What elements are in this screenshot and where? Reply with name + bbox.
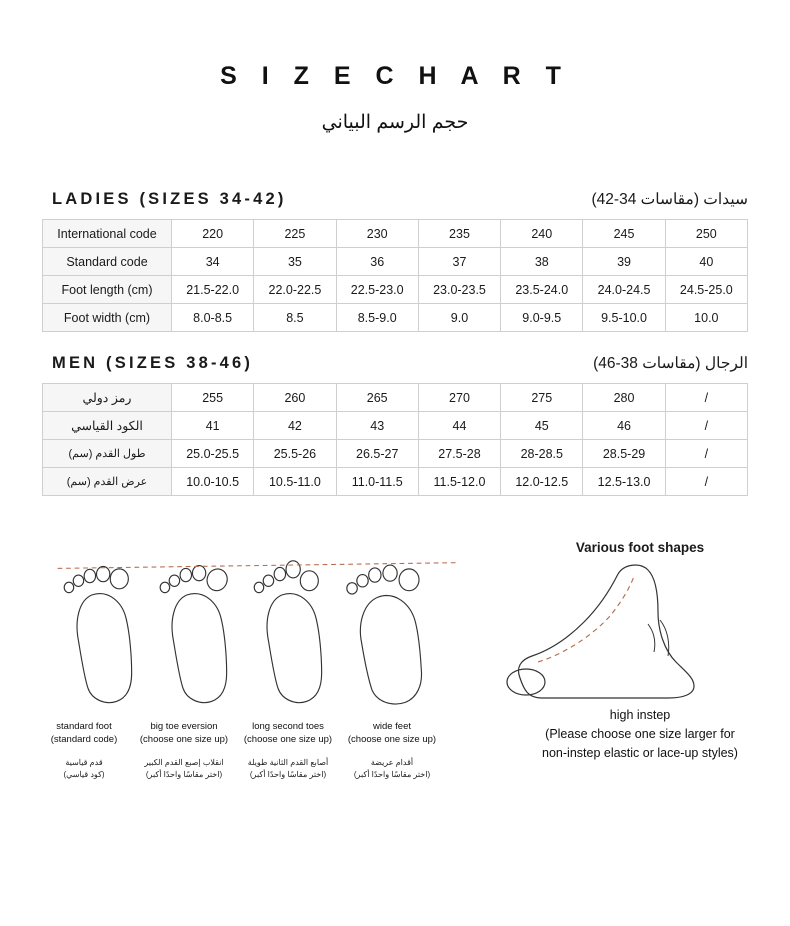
cell: 28.5-29 bbox=[583, 440, 665, 468]
cell: 245 bbox=[583, 220, 665, 248]
foot-shape-diagrams bbox=[0, 538, 790, 838]
foot-caption-line1: big toe eversion bbox=[150, 721, 218, 732]
cell: 11.0-11.5 bbox=[336, 468, 418, 496]
foot-caption-ar-line2: (كود قياسي) bbox=[63, 770, 105, 779]
cell: 24.5-25.0 bbox=[665, 276, 747, 304]
foot-outline-standard bbox=[64, 567, 131, 703]
cell: 22.5-23.0 bbox=[336, 276, 418, 304]
row-label: طول القدم (سم) bbox=[43, 440, 172, 468]
page-title: S I Z E C H A R T bbox=[220, 62, 570, 90]
cell: 240 bbox=[501, 220, 583, 248]
table-row bbox=[43, 412, 748, 440]
cell: 25.5-26 bbox=[254, 440, 336, 468]
foot-caption-wide-feet bbox=[332, 720, 452, 781]
cell: 8.0-8.5 bbox=[172, 304, 254, 332]
cell: / bbox=[665, 440, 747, 468]
ladies-heading-en: LADIES (SIZES 34-42) bbox=[52, 190, 287, 208]
size-chart-page bbox=[0, 62, 790, 926]
cell: / bbox=[665, 468, 747, 496]
men-heading-ar: الرجال (مقاسات 38-46) bbox=[593, 355, 748, 372]
cell: 9.5-10.0 bbox=[583, 304, 665, 332]
cell: 26.5-27 bbox=[336, 440, 418, 468]
cell: 43 bbox=[336, 412, 418, 440]
foot-caption-ar-line1: أقدام عريضة bbox=[370, 758, 414, 767]
cell: 275 bbox=[501, 384, 583, 412]
cell: 260 bbox=[254, 384, 336, 412]
cell: 28-28.5 bbox=[501, 440, 583, 468]
cell: 235 bbox=[418, 220, 500, 248]
cell: 23.0-23.5 bbox=[418, 276, 500, 304]
toe-alignment-dashed-line bbox=[58, 563, 457, 569]
cell: 40 bbox=[665, 248, 747, 276]
foot-caption-line2: (choose one size up) bbox=[243, 734, 333, 745]
foot-caption-ar-line1: أصابع القدم الثانية طويلة bbox=[247, 758, 329, 767]
foot-caption-big-toe-eversion bbox=[124, 720, 244, 781]
cell: 220 bbox=[172, 220, 254, 248]
table-row bbox=[43, 468, 748, 496]
various-foot-shapes-title: Various foot shapes bbox=[575, 540, 705, 555]
instep-dashed-line bbox=[538, 576, 634, 662]
foot-caption-long-second-toe bbox=[228, 720, 348, 781]
cell: 41 bbox=[172, 412, 254, 440]
row-label: Foot width (cm) bbox=[43, 304, 172, 332]
high-instep-note-line1: (Please choose one size larger for bbox=[545, 727, 735, 741]
cell: 9.0-9.5 bbox=[501, 304, 583, 332]
cell: 35 bbox=[254, 248, 336, 276]
page-subtitle-arabic: حجم الرسم البياني bbox=[321, 112, 469, 133]
row-label: رمز دولي bbox=[43, 384, 172, 412]
foot-caption-line2: (choose one size up) bbox=[347, 734, 437, 745]
foot-outline-big-toe-eversion bbox=[160, 566, 230, 703]
cell: 12.0-12.5 bbox=[501, 468, 583, 496]
foot-caption-ar-line1: انقلاب إصبع القدم الكبير bbox=[144, 758, 224, 767]
foot-outlines-svg bbox=[48, 538, 468, 728]
cell: 12.5-13.0 bbox=[583, 468, 665, 496]
cell: 11.5-12.0 bbox=[418, 468, 500, 496]
foot-caption-line1: standard foot bbox=[56, 721, 112, 732]
foot-caption-ar-line2: (اختر مقاسًا واحدًا أكبر) bbox=[145, 770, 223, 779]
men-heading-en: MEN (SIZES 38-46) bbox=[52, 354, 254, 372]
ladies-section-heading bbox=[0, 190, 790, 209]
cell: 10.0 bbox=[665, 304, 747, 332]
men-size-table bbox=[42, 383, 748, 496]
ladies-size-table bbox=[42, 219, 748, 332]
row-label: Standard code bbox=[43, 248, 172, 276]
cell: 37 bbox=[418, 248, 500, 276]
cell: 25.0-25.5 bbox=[172, 440, 254, 468]
cell: 42 bbox=[254, 412, 336, 440]
foot-outline-wide bbox=[347, 565, 422, 704]
row-label: عرض القدم (سم) bbox=[43, 468, 172, 496]
cell: 34 bbox=[172, 248, 254, 276]
foot-caption-line1: long second toes bbox=[252, 721, 324, 732]
cell: 24.0-24.5 bbox=[583, 276, 665, 304]
table-row bbox=[43, 440, 748, 468]
cell: 8.5 bbox=[254, 304, 336, 332]
cell: 27.5-28 bbox=[418, 440, 500, 468]
cell: 38 bbox=[501, 248, 583, 276]
foot-caption-line2: (choose one size up) bbox=[139, 734, 229, 745]
cell: 36 bbox=[336, 248, 418, 276]
cell: 39 bbox=[583, 248, 665, 276]
row-label: International code bbox=[43, 220, 172, 248]
cell: 21.5-22.0 bbox=[172, 276, 254, 304]
cell: 45 bbox=[501, 412, 583, 440]
cell: 270 bbox=[418, 384, 500, 412]
foot-caption-ar-line2: (اختر مقاسًا واحدًا أكبر) bbox=[249, 770, 327, 779]
high-instep-caption bbox=[490, 706, 790, 763]
cell: 265 bbox=[336, 384, 418, 412]
row-label: الكود القياسي bbox=[43, 412, 172, 440]
men-section-heading bbox=[0, 354, 790, 373]
table-row bbox=[43, 384, 748, 412]
high-instep-side-view-svg bbox=[498, 560, 778, 720]
foot-caption-ar-line1: قدم قياسية bbox=[65, 758, 103, 767]
table-row bbox=[43, 304, 748, 332]
cell: 250 bbox=[665, 220, 747, 248]
table-row bbox=[43, 220, 748, 248]
cell: 9.0 bbox=[418, 304, 500, 332]
cell: 8.5-9.0 bbox=[336, 304, 418, 332]
cell: 46 bbox=[583, 412, 665, 440]
cell: 23.5-24.0 bbox=[501, 276, 583, 304]
foot-outline-long-second-toe bbox=[254, 561, 321, 703]
table-row bbox=[43, 276, 748, 304]
foot-caption-ar-line2: (اختر مقاسًا واحدًا أكبر) bbox=[353, 770, 431, 779]
cell: / bbox=[665, 412, 747, 440]
row-label: Foot length (cm) bbox=[43, 276, 172, 304]
cell: 255 bbox=[172, 384, 254, 412]
cell: 230 bbox=[336, 220, 418, 248]
table-row bbox=[43, 248, 748, 276]
cell: / bbox=[665, 384, 747, 412]
cell: 280 bbox=[583, 384, 665, 412]
cell: 10.5-11.0 bbox=[254, 468, 336, 496]
ladies-heading-ar: سيدات (مقاسات 34-42) bbox=[591, 191, 748, 208]
cell: 44 bbox=[418, 412, 500, 440]
high-instep-note-line2: non-instep elastic or lace-up styles) bbox=[542, 746, 738, 760]
cell: 225 bbox=[254, 220, 336, 248]
foot-caption-line2: (standard code) bbox=[50, 734, 118, 745]
high-instep-title: high instep bbox=[609, 708, 671, 722]
cell: 10.0-10.5 bbox=[172, 468, 254, 496]
foot-caption-line1: wide feet bbox=[372, 721, 412, 732]
cell: 22.0-22.5 bbox=[254, 276, 336, 304]
